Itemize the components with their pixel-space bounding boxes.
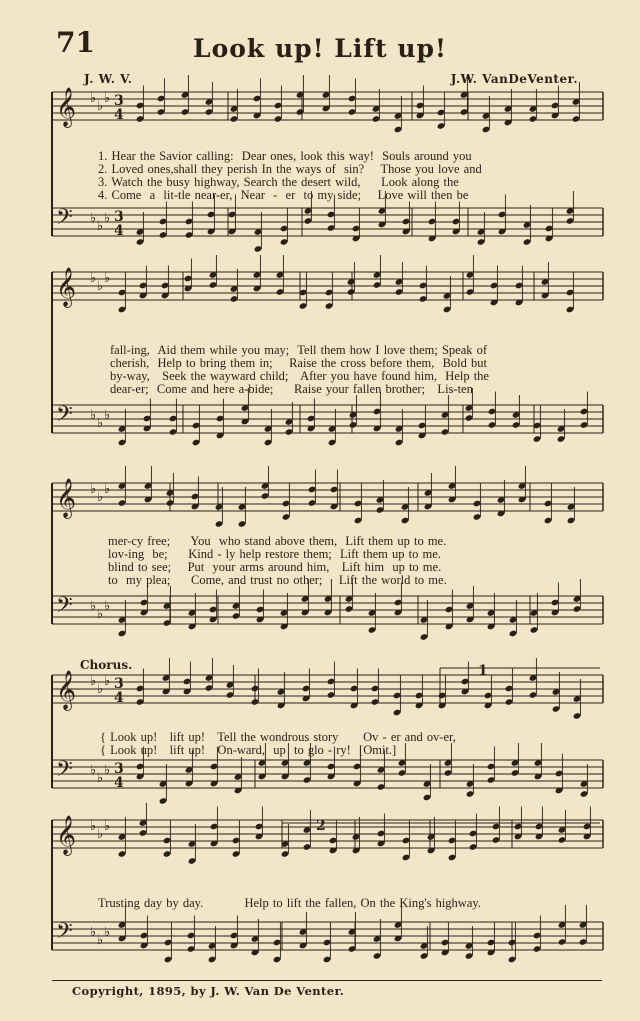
treble-clef: 𝄞 — [56, 87, 77, 127]
hymn-title: Look up! Lift up! — [193, 34, 447, 63]
flat-sign: ♭ — [97, 682, 104, 697]
stanza-line-1: fall-ing, Aid them while you may; Tell them how I love them; Speak of — [110, 343, 488, 357]
chorus-line-3: Trusting day by day. Help to lift the fallen, On the King's highway. — [98, 896, 481, 910]
flat-sign: ♭ — [97, 607, 104, 622]
flat-sign: ♭ — [90, 819, 97, 834]
stanza-line-4: dear-er; Come and here a-bide; Raise your fallen brother; Lis-ten — [110, 382, 473, 396]
flat-sign: ♭ — [90, 763, 97, 778]
ending-number: 1 — [478, 663, 488, 679]
flat-sign: ♭ — [90, 599, 97, 614]
flat-sign: ♭ — [104, 925, 111, 940]
flat-sign: ♭ — [90, 91, 97, 106]
flat-sign: ♭ — [90, 925, 97, 940]
stanza-line-2: 2. Loved ones,shall they perish In the ways of sin? Those you love and — [98, 162, 482, 176]
time-signature: 3 — [114, 761, 124, 777]
stanza-line-2: cherish, Help to bring them in; Raise the cross before them, Bold but — [110, 356, 487, 370]
flat-sign: ♭ — [104, 599, 111, 614]
flat-sign: ♭ — [97, 490, 104, 505]
chorus-line-1: { Look up! lift up! Tell the wondrous story Ov - er and ov-er, — [100, 730, 456, 744]
flat-sign: ♭ — [104, 763, 111, 778]
chorus-line-2: { Look up! lift up! On-ward, up to glo - ry! [Omit.] — [100, 743, 397, 757]
time-signature: 3 — [114, 676, 124, 692]
flat-sign: ♭ — [104, 674, 111, 689]
bass-clef: 𝄢 — [56, 402, 73, 432]
flat-sign: ♭ — [104, 211, 111, 226]
flat-sign: ♭ — [104, 819, 111, 834]
stanza-line-1: mer-cy free; You who stand above them, Lift them up to me. — [108, 534, 447, 548]
bass-clef: 𝄢 — [56, 919, 73, 949]
stanza-line-3: by-way, Seek the wayward child; After you have found him, Help the — [110, 369, 489, 383]
flat-sign: ♭ — [104, 408, 111, 423]
time-signature: 4 — [114, 223, 124, 239]
time-signature: 4 — [114, 775, 124, 791]
flat-sign: ♭ — [90, 408, 97, 423]
stanza-line-3: blind to see; Put your arms around him, Lift him up to me. — [108, 560, 442, 574]
hymn-number: 71 — [56, 26, 95, 59]
flat-sign: ♭ — [90, 211, 97, 226]
treble-clef: 𝄞 — [56, 267, 77, 307]
composer-credit: J.W. VanDeVenter. — [450, 72, 578, 86]
bass-clef: 𝄢 — [56, 757, 73, 787]
flat-sign: ♭ — [97, 219, 104, 234]
flat-sign: ♭ — [97, 827, 104, 842]
stanza-line-2: lov-ing be; Kind - ly help restore them; Lift them up to me. — [108, 547, 441, 561]
treble-clef: 𝄞 — [56, 670, 77, 710]
stanza-line-1: 1. Hear the Savior calling: Dear ones, look this way! Souls around you — [98, 149, 472, 163]
flat-sign: ♭ — [104, 91, 111, 106]
stanza-line-3: 3. Watch the busy highway, Search the desert wild, Look along the — [98, 175, 459, 189]
treble-clef: 𝄞 — [56, 815, 77, 855]
time-signature: 3 — [114, 209, 124, 225]
time-signature: 4 — [114, 690, 124, 706]
stanza-line-4: to my plea; Come, and trust no other; Lift the world to me. — [108, 573, 447, 587]
time-signature: 4 — [114, 107, 124, 123]
stanza-line-4: 4. Come a lit-tle near-er, Near - er to my side; Love will then be — [98, 188, 469, 202]
bass-clef: 𝄢 — [56, 593, 73, 623]
flat-sign: ♭ — [97, 99, 104, 114]
ending-number: 2 — [316, 818, 326, 834]
flat-sign: ♭ — [90, 674, 97, 689]
bass-clef: 𝄢 — [56, 205, 73, 235]
chorus-label: Chorus. — [80, 658, 133, 672]
flat-sign: ♭ — [97, 416, 104, 431]
flat-sign: ♭ — [97, 279, 104, 294]
flat-sign: ♭ — [104, 271, 111, 286]
flat-sign: ♭ — [90, 482, 97, 497]
flat-sign: ♭ — [97, 771, 104, 786]
copyright-notice: Copyright, 1895, by J. W. Van De Venter. — [72, 984, 345, 998]
flat-sign: ♭ — [90, 271, 97, 286]
time-signature: 3 — [114, 93, 124, 109]
treble-clef: 𝄞 — [56, 478, 77, 518]
footer-rule — [52, 980, 602, 981]
flat-sign: ♭ — [97, 933, 104, 948]
flat-sign: ♭ — [104, 482, 111, 497]
lyricist-credit: J. W. V. — [84, 72, 133, 86]
